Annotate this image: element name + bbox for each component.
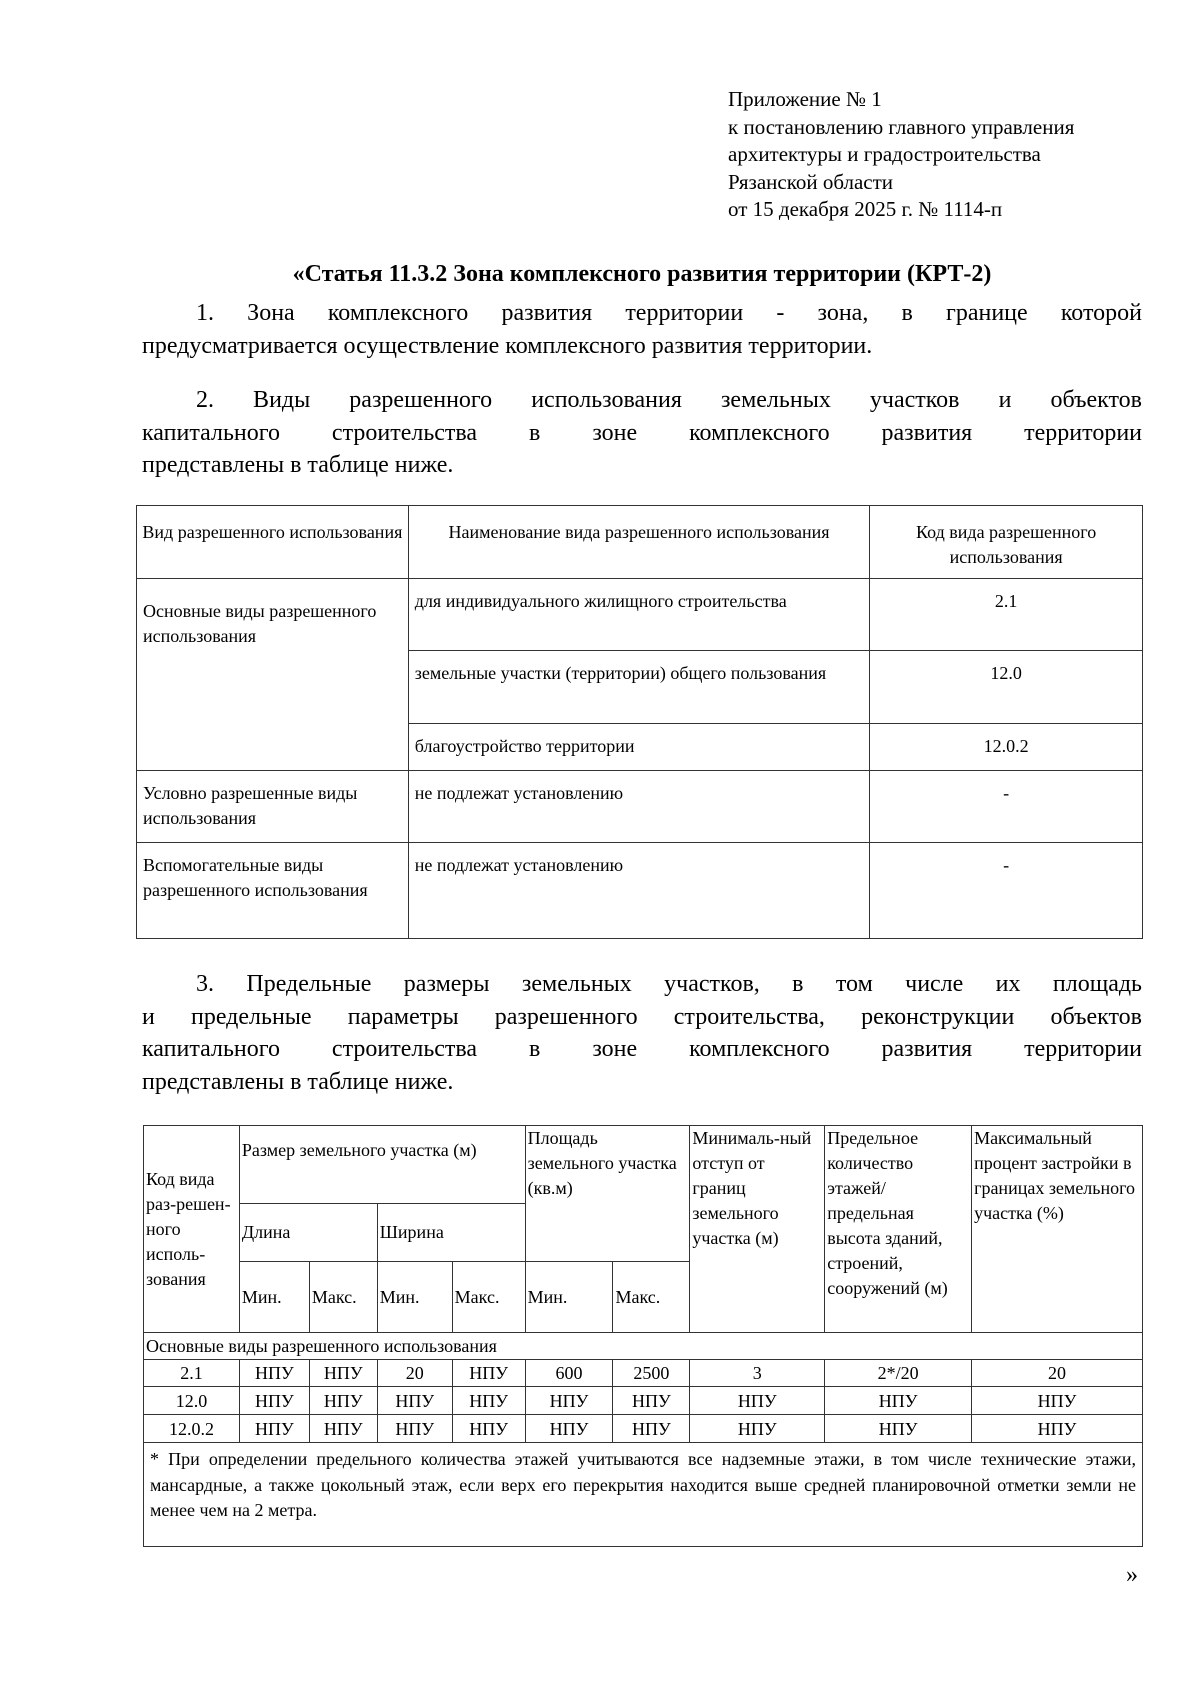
use-code-cell: - bbox=[870, 771, 1143, 843]
table-row bbox=[144, 1387, 1143, 1415]
paragraph-line: 3. Предельные размеры земельных участков, в том числе их площадь bbox=[196, 971, 1142, 997]
paragraph-line: капитального строительства в зоне комплексного развития территории bbox=[142, 419, 1142, 446]
table-cell: 2.1 bbox=[144, 1360, 240, 1387]
table-cell: 2*/20 bbox=[825, 1360, 972, 1387]
paragraph-line: 2. Виды разрешенного использования земельных участков и объектов bbox=[196, 387, 1142, 413]
footnote: * При определении предельного количества этажей учитываются все надземные этажи, в том числе технические этажи, мансардные, а также цокольный этаж, если верх его перекрытия находится выше средней планировочной отметки земли не менее чем на 2 метра. bbox=[144, 1443, 1143, 1547]
annex-block bbox=[728, 86, 1074, 224]
header-coverage-cell: Максимальный процент застройки в границах земельного участка (%) bbox=[972, 1126, 1143, 1333]
table-row bbox=[137, 843, 1143, 939]
paragraph-line: капитального строительства в зоне комплексного развития территории bbox=[142, 1036, 1142, 1062]
header-cell: Код вида разрешенного использования bbox=[870, 506, 1143, 579]
table-cell: 20 bbox=[377, 1360, 452, 1387]
table-cell: НПУ bbox=[239, 1360, 309, 1387]
header-setback-cell: Минималь-ный отступ от границ земельного участка (м) bbox=[690, 1126, 825, 1333]
table-cell: 3 bbox=[690, 1360, 825, 1387]
parameters-table bbox=[143, 1125, 1143, 1547]
table-cell: НПУ bbox=[972, 1387, 1143, 1415]
table-cell: НПУ bbox=[825, 1387, 972, 1415]
annex-line: от 15 декабря 2025 г. № 1114-п bbox=[728, 197, 1003, 221]
use-code-cell: - bbox=[870, 843, 1143, 939]
header-max-cell: Макс. bbox=[452, 1262, 525, 1333]
paragraph-line: представлены в таблице ниже. bbox=[142, 1068, 454, 1095]
table-cell: НПУ bbox=[972, 1415, 1143, 1443]
article-title: «Статья 11.3.2 Зона комплексного развития территории (КРТ-2) bbox=[292, 261, 992, 287]
annex-line: Приложение № 1 bbox=[728, 87, 882, 111]
paragraph-line: предусматривается осуществление комплексного развития территории. bbox=[142, 332, 873, 359]
table-cell: 12.0 bbox=[144, 1387, 240, 1415]
table-cell: НПУ bbox=[377, 1387, 452, 1415]
table-cell: НПУ bbox=[452, 1415, 525, 1443]
table-row bbox=[137, 579, 1143, 651]
table-row bbox=[137, 771, 1143, 843]
use-name-cell: земельные участки (территории) общего пользования bbox=[408, 651, 869, 724]
table-cell: 2500 bbox=[613, 1360, 690, 1387]
table-cell: НПУ bbox=[452, 1360, 525, 1387]
table-cell: НПУ bbox=[613, 1387, 690, 1415]
annex-line: архитектуры и градостроительства bbox=[728, 142, 1041, 166]
header-width-cell: Ширина bbox=[377, 1204, 525, 1262]
table-header-row bbox=[137, 506, 1143, 579]
use-name-cell: не подлежат установлению bbox=[408, 843, 869, 939]
header-floors-cell: Предельное количество этажей/ предельная высота зданий, строений, сооружений (м) bbox=[825, 1126, 972, 1333]
table-cell: НПУ bbox=[377, 1415, 452, 1443]
paragraph-line: представлены в таблице ниже. bbox=[142, 452, 454, 478]
table-cell: НПУ bbox=[452, 1387, 525, 1415]
use-name-cell: не подлежат установлению bbox=[408, 771, 869, 843]
header-size-cell: Размер земельного участка (м) bbox=[239, 1126, 525, 1204]
table-header-row bbox=[144, 1126, 1143, 1204]
table-row bbox=[144, 1360, 1143, 1387]
header-max-cell: Макс. bbox=[309, 1262, 377, 1333]
section-label: Основные виды разрешенного использования bbox=[144, 1333, 1143, 1360]
paragraph-1 bbox=[142, 297, 1142, 362]
use-code-cell: 12.0 bbox=[870, 651, 1143, 724]
table-cell: НПУ bbox=[525, 1387, 613, 1415]
paragraph-line: и предельные параметры разрешенного строительства, реконструкции объектов bbox=[142, 1003, 1142, 1030]
group-label-conditional: Условно разрешенные виды использования bbox=[137, 771, 409, 843]
annex-line: к постановлению главного управления bbox=[728, 114, 1075, 139]
table-cell: НПУ bbox=[825, 1415, 972, 1443]
table-cell: НПУ bbox=[690, 1415, 825, 1443]
table-cell: НПУ bbox=[239, 1387, 309, 1415]
table-cell: НПУ bbox=[309, 1360, 377, 1387]
use-name-cell: благоустройство территории bbox=[408, 724, 869, 771]
annex-line: Рязанской области bbox=[728, 169, 894, 194]
use-code-cell: 12.0.2 bbox=[870, 724, 1143, 771]
paragraph-line: 1. Зона комплексного развития территории - зона, в границе которой bbox=[196, 300, 1142, 326]
table-cell: НПУ bbox=[309, 1387, 377, 1415]
table-cell: 600 bbox=[525, 1360, 613, 1387]
header-area-cell: Площадь земельного участка (кв.м) bbox=[525, 1126, 690, 1262]
table-cell: НПУ bbox=[239, 1415, 309, 1443]
table-cell: НПУ bbox=[309, 1415, 377, 1443]
table-cell: 20 bbox=[972, 1360, 1143, 1387]
note-row bbox=[144, 1443, 1143, 1547]
table-cell: НПУ bbox=[690, 1387, 825, 1415]
use-code-cell: 2.1 bbox=[870, 579, 1143, 651]
table-cell: НПУ bbox=[525, 1415, 613, 1443]
header-min-cell: Мин. bbox=[377, 1262, 452, 1333]
table-cell: 12.0.2 bbox=[144, 1415, 240, 1443]
header-cell: Наименование вида разрешенного использования bbox=[408, 506, 869, 579]
table-cell: НПУ bbox=[613, 1415, 690, 1443]
group-label-auxiliary: Вспомогательные виды разрешенного использования bbox=[137, 843, 409, 939]
closing-quote: » bbox=[1126, 1562, 1138, 1588]
header-length-cell: Длина bbox=[239, 1204, 377, 1262]
paragraph-2 bbox=[142, 384, 1142, 482]
header-min-cell: Мин. bbox=[525, 1262, 613, 1333]
use-name-cell: для индивидуального жилищного строительства bbox=[408, 579, 869, 651]
section-row bbox=[144, 1333, 1143, 1360]
header-max-cell: Макс. bbox=[613, 1262, 690, 1333]
header-code-cell: Код вида раз-решен-ного исполь-зования bbox=[144, 1126, 240, 1333]
header-cell: Вид разрешенного использования bbox=[137, 506, 409, 579]
group-label-main: Основные виды разрешенного использования bbox=[137, 579, 409, 771]
header-min-cell: Мин. bbox=[239, 1262, 309, 1333]
paragraph-3 bbox=[142, 968, 1142, 1098]
table-row bbox=[144, 1415, 1143, 1443]
permitted-use-table bbox=[136, 505, 1143, 939]
